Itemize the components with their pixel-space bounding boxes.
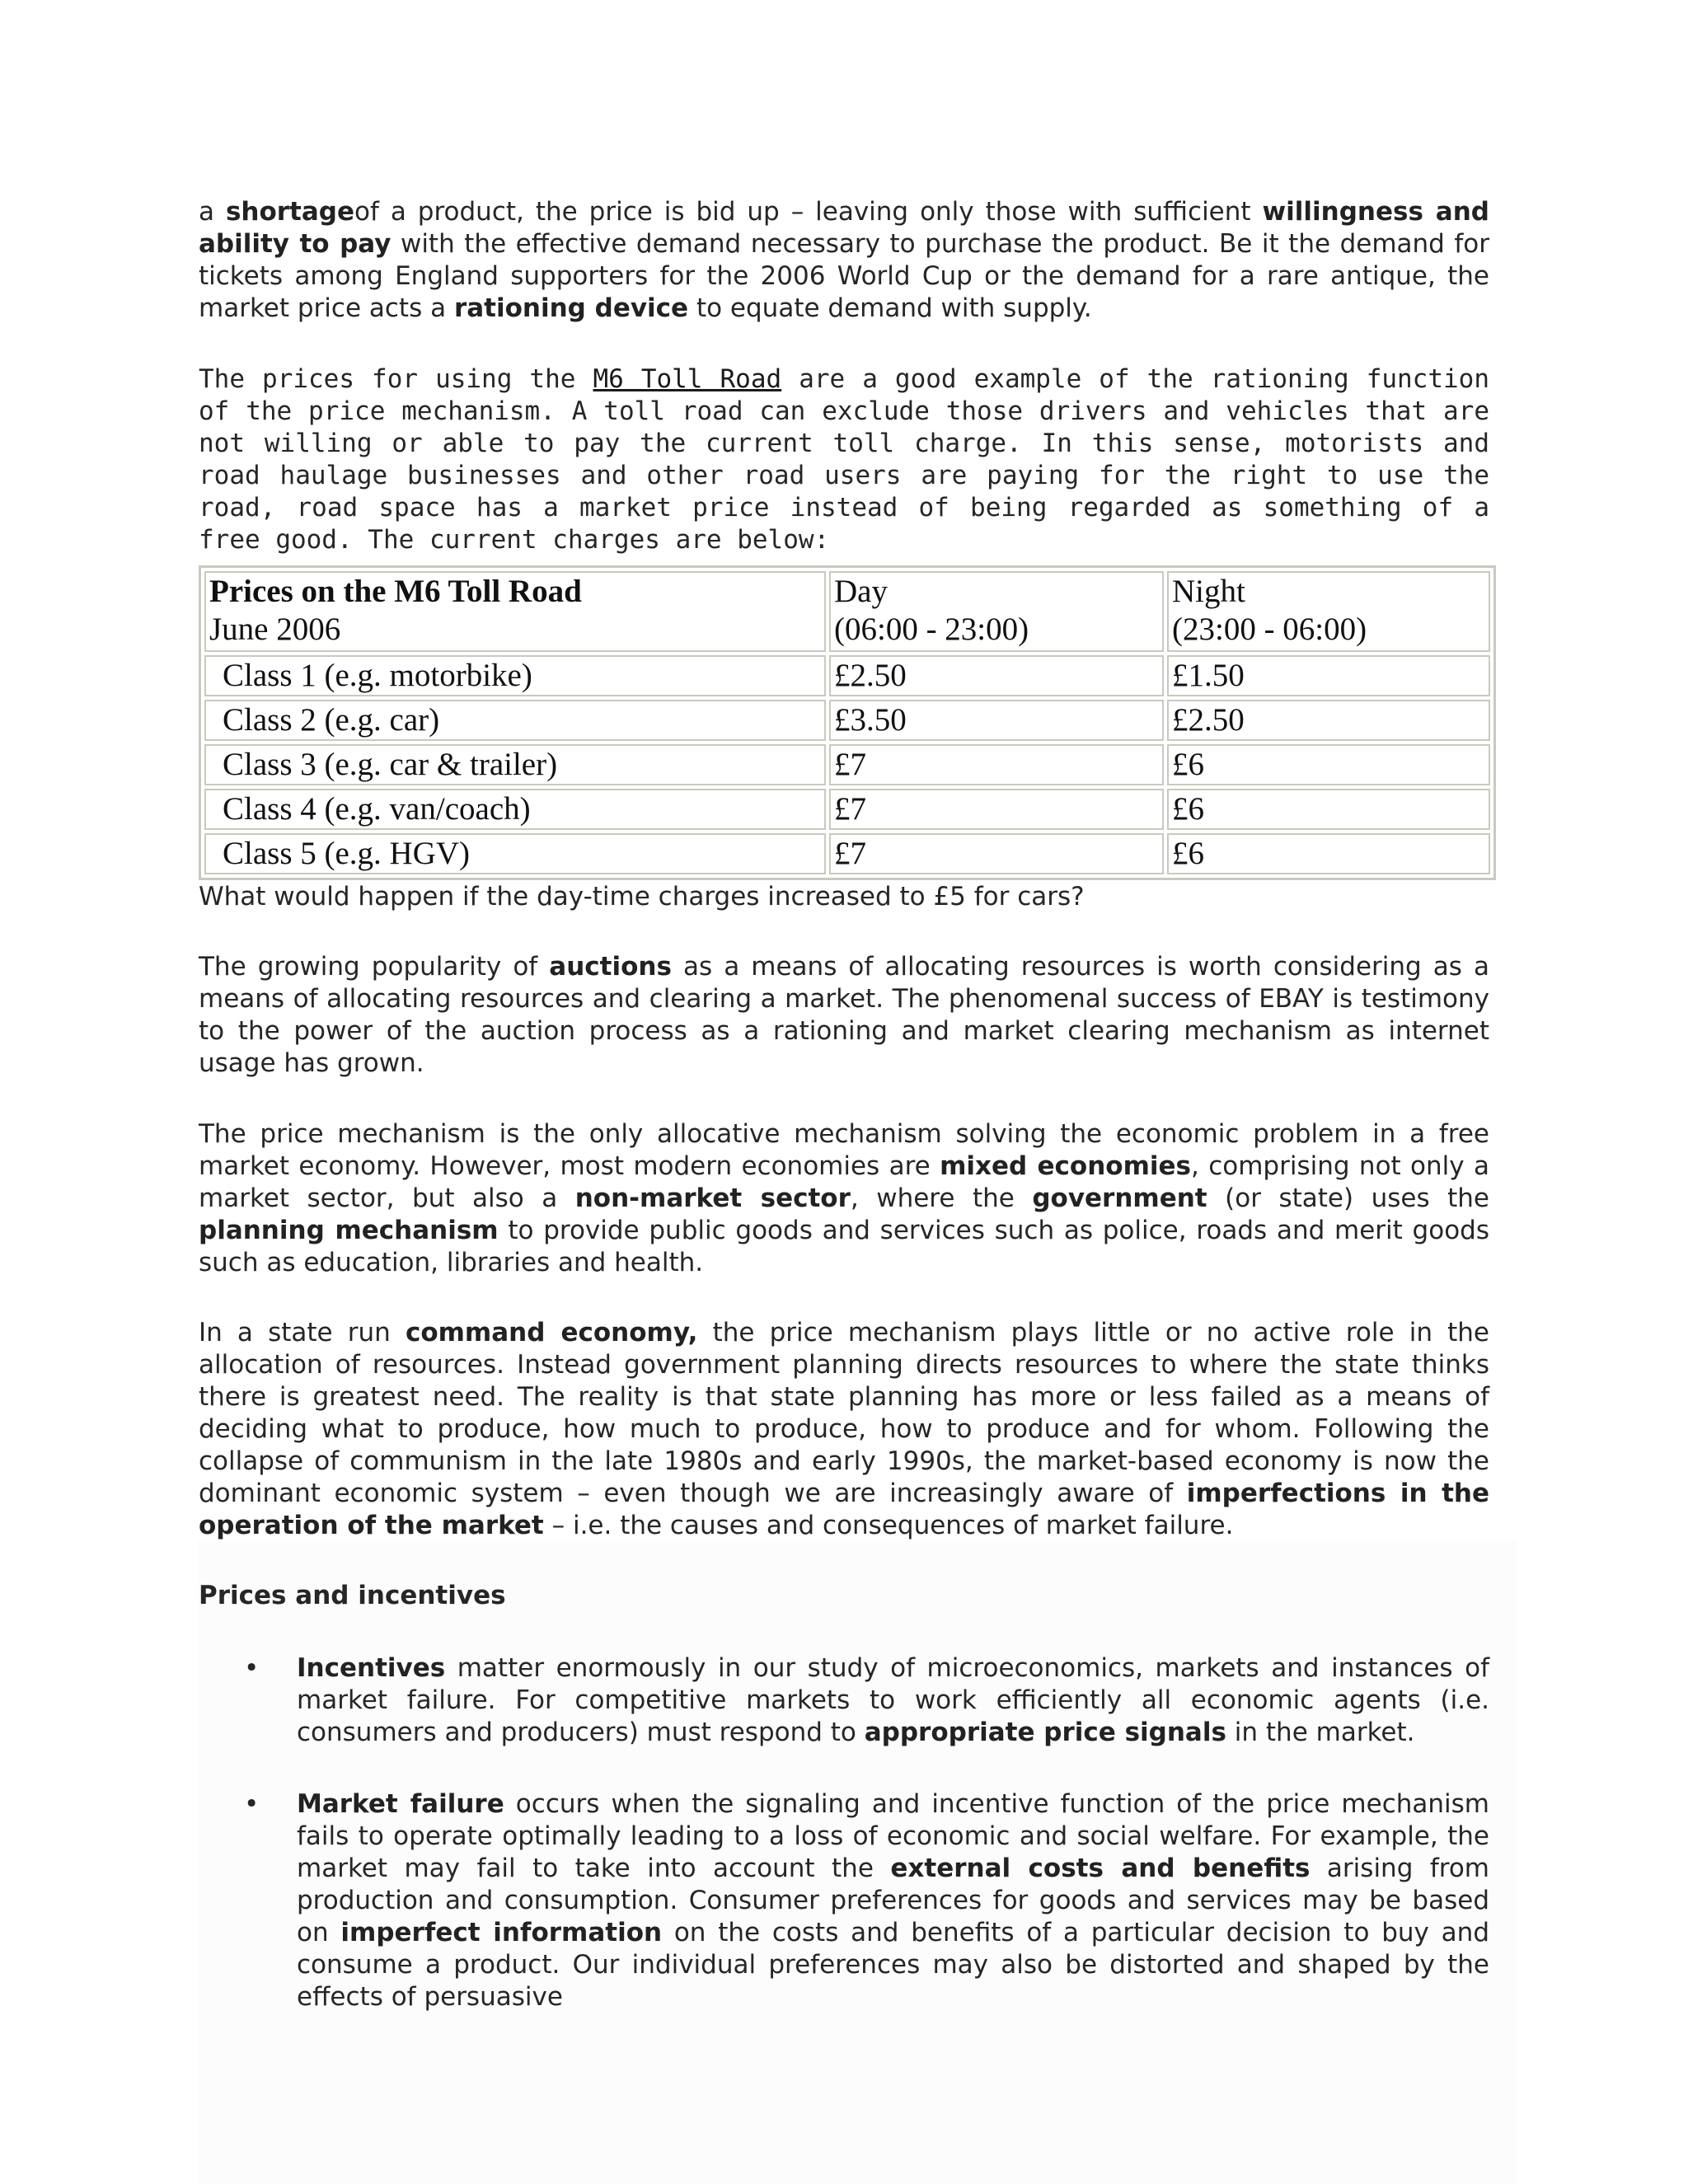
- bold-term: imperfections in the operation of the market: [199, 1479, 1489, 1540]
- bold-term: Market failure: [297, 1789, 504, 1819]
- table-header-cell: [829, 571, 1164, 652]
- bold-term: auctions: [549, 952, 672, 982]
- text-run: The price mechanism is the only allocative mechanism solving the economic problem in a free market economy. However, most modern economies are: [199, 1119, 1489, 1181]
- class-cell: Class 3 (e.g. car & trailer): [204, 744, 826, 785]
- table-header-cell: [204, 571, 826, 652]
- day-price-cell: £3.50: [829, 700, 1164, 741]
- m6-toll-road-link[interactable]: M6 Toll Road: [593, 364, 782, 394]
- list-item: [199, 1652, 1489, 1749]
- section-heading: [199, 1580, 1489, 1612]
- text-run: the price mechanism plays little or no active role in the allocation of resources. Instead government planning directs resources to where the state thinks there is greatest need. The reality is that state planning has more or less failed as a means of deciding what to produce, how much to produce, how to produce and for whom. Following the collapse of communism in the late 1980s and early 1990s, the market-based economy is now the dominant economic system – even though we are increasingly aware of: [199, 1318, 1489, 1508]
- table-title: Prices on the M6 Toll Road: [209, 574, 582, 609]
- paragraph-text: [199, 1118, 1489, 1279]
- text-run: as a means of allocating resources is worth considering as a means of allocating resources and clearing a market. The phenomenal success of EBAY is testimony to the power of the auction process as a rationing and market clearing mechanism as internet usage has grown.: [199, 952, 1490, 1078]
- text-run: , comprising not only a market sector, but also a: [199, 1151, 1489, 1213]
- bold-term: shortage: [225, 197, 355, 227]
- night-price-cell: £6: [1167, 744, 1490, 785]
- bold-term: rationing device: [453, 293, 689, 323]
- paragraph-m6-toll: [199, 363, 1489, 556]
- paragraph-text: [199, 951, 1489, 1080]
- bold-term: imperfect information: [340, 1918, 663, 1947]
- day-label: Day: [834, 574, 888, 609]
- class-cell: Class 2 (e.g. car): [204, 700, 826, 741]
- night-hours: (23:00 - 06:00): [1172, 612, 1367, 647]
- paragraph-text: [199, 363, 1489, 556]
- class-cell: Class 4 (e.g. van/coach): [204, 789, 826, 830]
- list-item: [199, 1788, 1489, 2013]
- night-price-cell: £1.50: [1167, 655, 1490, 696]
- night-price-cell: £6: [1167, 789, 1490, 830]
- class-cell: Class 5 (e.g. HGV): [204, 833, 826, 874]
- bullet-icon: •: [244, 1653, 260, 1683]
- bold-term: willingness and ability to pay: [199, 197, 1489, 259]
- text-run: – i.e. the causes and consequences of market failure.: [543, 1511, 1234, 1540]
- paragraph-text: [199, 196, 1489, 325]
- day-price-cell: £2.50: [829, 655, 1164, 696]
- bold-term: command economy,: [405, 1318, 698, 1347]
- bold-term: appropriate price signals: [864, 1718, 1226, 1747]
- table-row: [204, 833, 1490, 874]
- text-run: occurs when the signaling and incentive function of the price mechanism fails to operate optimally leading to a loss of economic and social welfare. For example, the market may fail to take into account the: [297, 1789, 1489, 1883]
- paragraph-auctions: [199, 951, 1489, 1080]
- table-subtitle: June 2006: [209, 612, 341, 647]
- text-run: of a product, the price is bid up – leaving only those with sufficient: [354, 197, 1263, 227]
- paragraph-mixed-economies: [199, 1118, 1489, 1279]
- day-price-cell: £7: [829, 789, 1164, 830]
- question-text: What would happen if the day-time charges increased to £5 for cars?: [199, 882, 1085, 912]
- table-header-row: [204, 571, 1490, 652]
- text-run: The prices for using the: [199, 364, 593, 394]
- table-header-cell: [1167, 571, 1490, 652]
- text-run: to provide public goods and services such as police, roads and merit goods such as education, libraries and health.: [199, 1216, 1489, 1277]
- table-row: [204, 700, 1490, 741]
- text-run: arising from production and consumption. Consumer preferences for goods and services may be based on: [297, 1854, 1489, 1947]
- table-row: [204, 744, 1490, 785]
- paragraph-command-economy: [199, 1317, 1489, 1542]
- bold-term: planning mechanism: [199, 1216, 499, 1245]
- text-run: to equate demand with supply.: [688, 293, 1092, 323]
- text-run: in the market.: [1226, 1718, 1415, 1747]
- bold-term: non-market sector: [574, 1183, 851, 1213]
- text-run: matter enormously in our study of microeconomics, markets and instances of market failure. For competitive markets to work efficiently all economic agents (i.e. consumers and producers) must respond to: [297, 1653, 1489, 1747]
- bold-term: government: [1032, 1183, 1207, 1213]
- bullet-list-items: [199, 1652, 1489, 2013]
- bullet-text: [297, 1788, 1489, 2013]
- text-run: on the costs and benefits of a particular decision to buy and consume a product. Our individual preferences may also be distorted and shaped by the effects of persuasive: [297, 1918, 1489, 2012]
- paragraph-text: [199, 1317, 1489, 1542]
- bullet-text: [297, 1652, 1489, 1749]
- paragraph-shortage: [199, 196, 1489, 325]
- class-cell: Class 1 (e.g. motorbike): [204, 655, 826, 696]
- day-price-cell: £7: [829, 833, 1164, 874]
- table-row: [204, 789, 1490, 830]
- question: [199, 881, 1489, 913]
- text-run: are a good example of the rationing function of the price mechanism. A toll road can exclude those drivers and vehicles that are not willing or able to pay the current toll charge. In this sense, motorists and road haulage businesses and other road users are paying for the right to use the road, road space has a market price instead of being regarded as something of a free good. The current charges are below:: [199, 364, 1489, 555]
- night-label: Night: [1172, 574, 1245, 609]
- bold-term: mixed economies: [940, 1151, 1191, 1181]
- bullet-icon: •: [244, 1789, 260, 1819]
- night-price-cell: £6: [1167, 833, 1490, 874]
- bold-term: Incentives: [297, 1653, 446, 1683]
- text-run: The growing popularity of: [199, 952, 550, 982]
- night-price-cell: £2.50: [1167, 700, 1490, 741]
- day-price-cell: £7: [829, 744, 1164, 785]
- text-run: a: [199, 197, 226, 227]
- text-run: , where the: [850, 1183, 1033, 1213]
- bullet-list: [199, 1652, 1489, 2013]
- text-run: with the effective demand necessary to purchase the product. Be it the demand for tickets among England supporters for the 2006 World Cup or the demand for a rare antique, the market price acts a: [199, 229, 1489, 323]
- text-run: (or state) uses the: [1207, 1183, 1489, 1213]
- table-row: [204, 655, 1490, 696]
- day-hours: (06:00 - 23:00): [834, 612, 1029, 647]
- heading-text: Prices and incentives: [199, 1581, 506, 1610]
- text-run: In a state run: [199, 1318, 406, 1347]
- bold-term: external costs and benefits: [890, 1854, 1311, 1883]
- toll-prices-table: [199, 565, 1496, 880]
